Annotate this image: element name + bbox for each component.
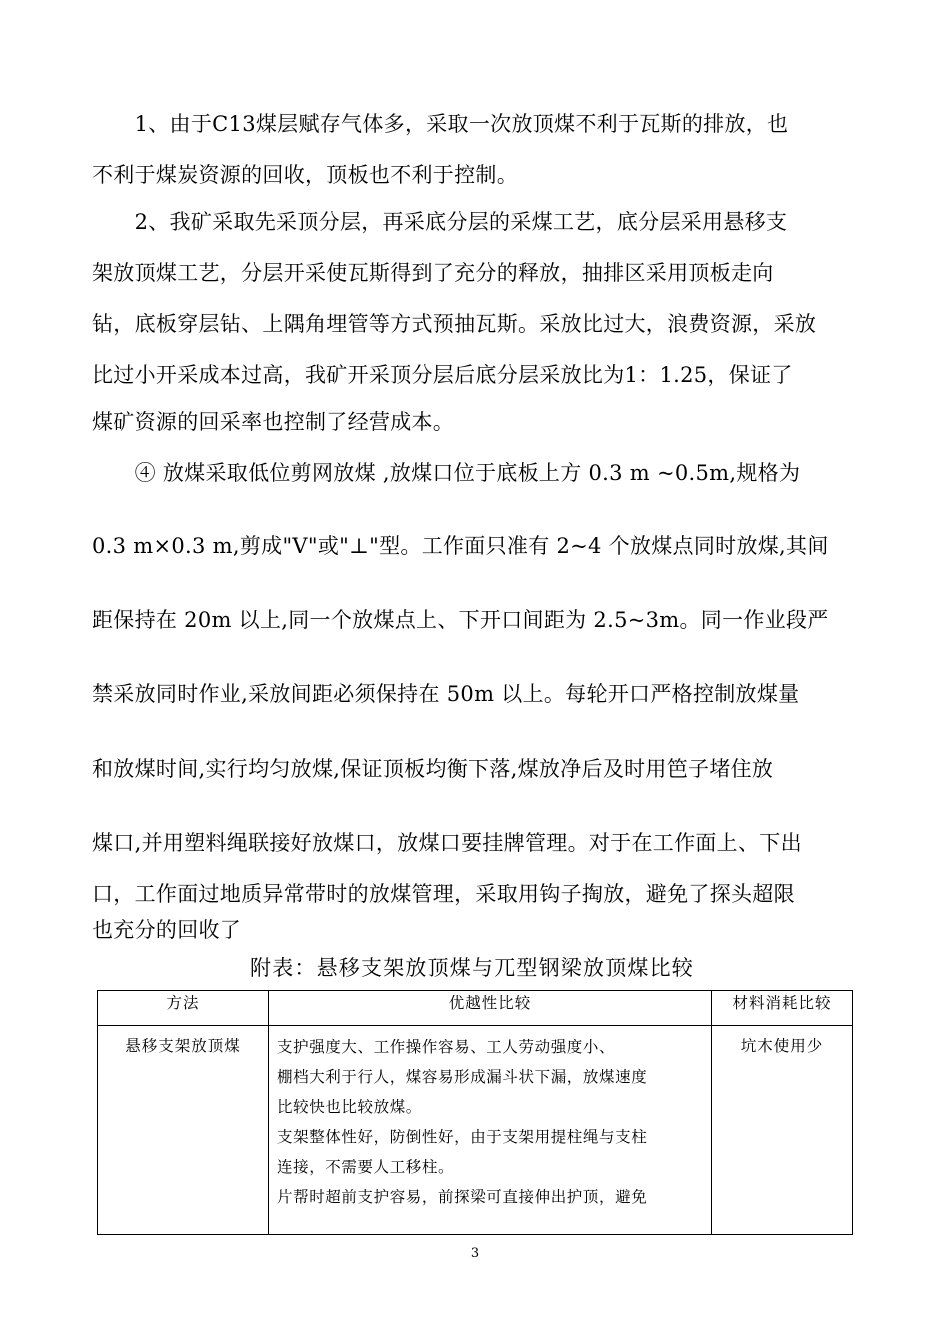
page-number: 3 (470, 1246, 480, 1261)
body-line: 煤口,并用塑料绳联接好放煤口，放煤口要挂牌管理。对于在工作面上、下出 (92, 831, 802, 855)
body-line: 口，工作面过地质异常带时的放煤管理，采取用钩子掏放，避免了探头超限 (92, 882, 795, 906)
body-line: 距保持在 20m 以上,同一个放煤点上、下开口间距为 2.5~3m。同一作业段严 (92, 608, 829, 632)
advantage-line: 棚档大利于行人，煤容易形成漏斗状下漏，放煤速度 (277, 1068, 648, 1086)
material-cell: 坑木使用少 (712, 1026, 853, 1235)
advantage-line: 支架整体性好，防倒性好，由于支架用提柱绳与支柱 (277, 1128, 648, 1146)
advantage-line: 片帮时超前支护容易，前探梁可直接伸出护顶，避免 (277, 1188, 648, 1206)
body-line: 也充分的回收了 (92, 918, 242, 942)
body-line: 架放顶煤工艺，分层开采使瓦斯得到了充分的释放，抽排区采用顶板走向 (92, 261, 774, 285)
table-row (98, 1026, 853, 1235)
body-line: 禁采放同时作业,采放间距必须保持在 50m 以上。每轮开口严格控制放煤量 (92, 682, 800, 706)
body-line: 钻，底板穿层钻、上隅角埋管等方式预抽瓦斯。采放比过大，浪费资源，采放 (92, 312, 817, 336)
body-line: 0.3 m×0.3 m,剪成"V"或"⊥"型。工作面只准有 2~4 个放煤点同时放煤,其间 (92, 534, 829, 558)
body-line: ④ 放煤采取低位剪网放煤 ,放煤口位于底板上方 0.3 m ~0.5m,规格为 (92, 461, 801, 485)
advantage-line: 连接，不需要人工移柱。 (277, 1158, 455, 1176)
body-line: 和放煤时间,实行均匀放煤,保证顶板均衡下落,煤放净后及时用笆子堵住放 (92, 757, 774, 781)
advantage-line: 比较快也比较放煤。 (277, 1098, 422, 1116)
header-material: 材料消耗比较 (712, 991, 853, 1026)
table-caption: 附表：悬移支架放顶煤与兀型钢梁放顶煤比较 (250, 956, 694, 980)
body-line: 不利于煤炭资源的回收，顶板也不利于控制。 (92, 163, 518, 187)
advantages-cell (269, 1026, 712, 1235)
advantage-line: 支护强度大、工作操作容易、工人劳动强度小、 (277, 1038, 616, 1056)
table-header-row (98, 991, 853, 1026)
body-line: 1、由于C13煤层赋存气体多，采取一次放顶煤不利于瓦斯的排放，也 (92, 112, 789, 136)
body-line: 2、我矿采取先采顶分层，再采底分层的采煤工艺，底分层采用悬移支 (92, 210, 788, 234)
body-line: 煤矿资源的回采率也控制了经营成本。 (92, 410, 455, 434)
method-cell: 悬移支架放顶煤 (98, 1026, 269, 1235)
header-method: 方法 (98, 991, 269, 1026)
comparison-table (97, 990, 853, 1235)
body-line: 比过小开采成本过高，我矿开采顶分层后底分层采放比为1：1.25，保证了 (92, 363, 793, 387)
header-advantages: 优越性比较 (269, 991, 712, 1026)
